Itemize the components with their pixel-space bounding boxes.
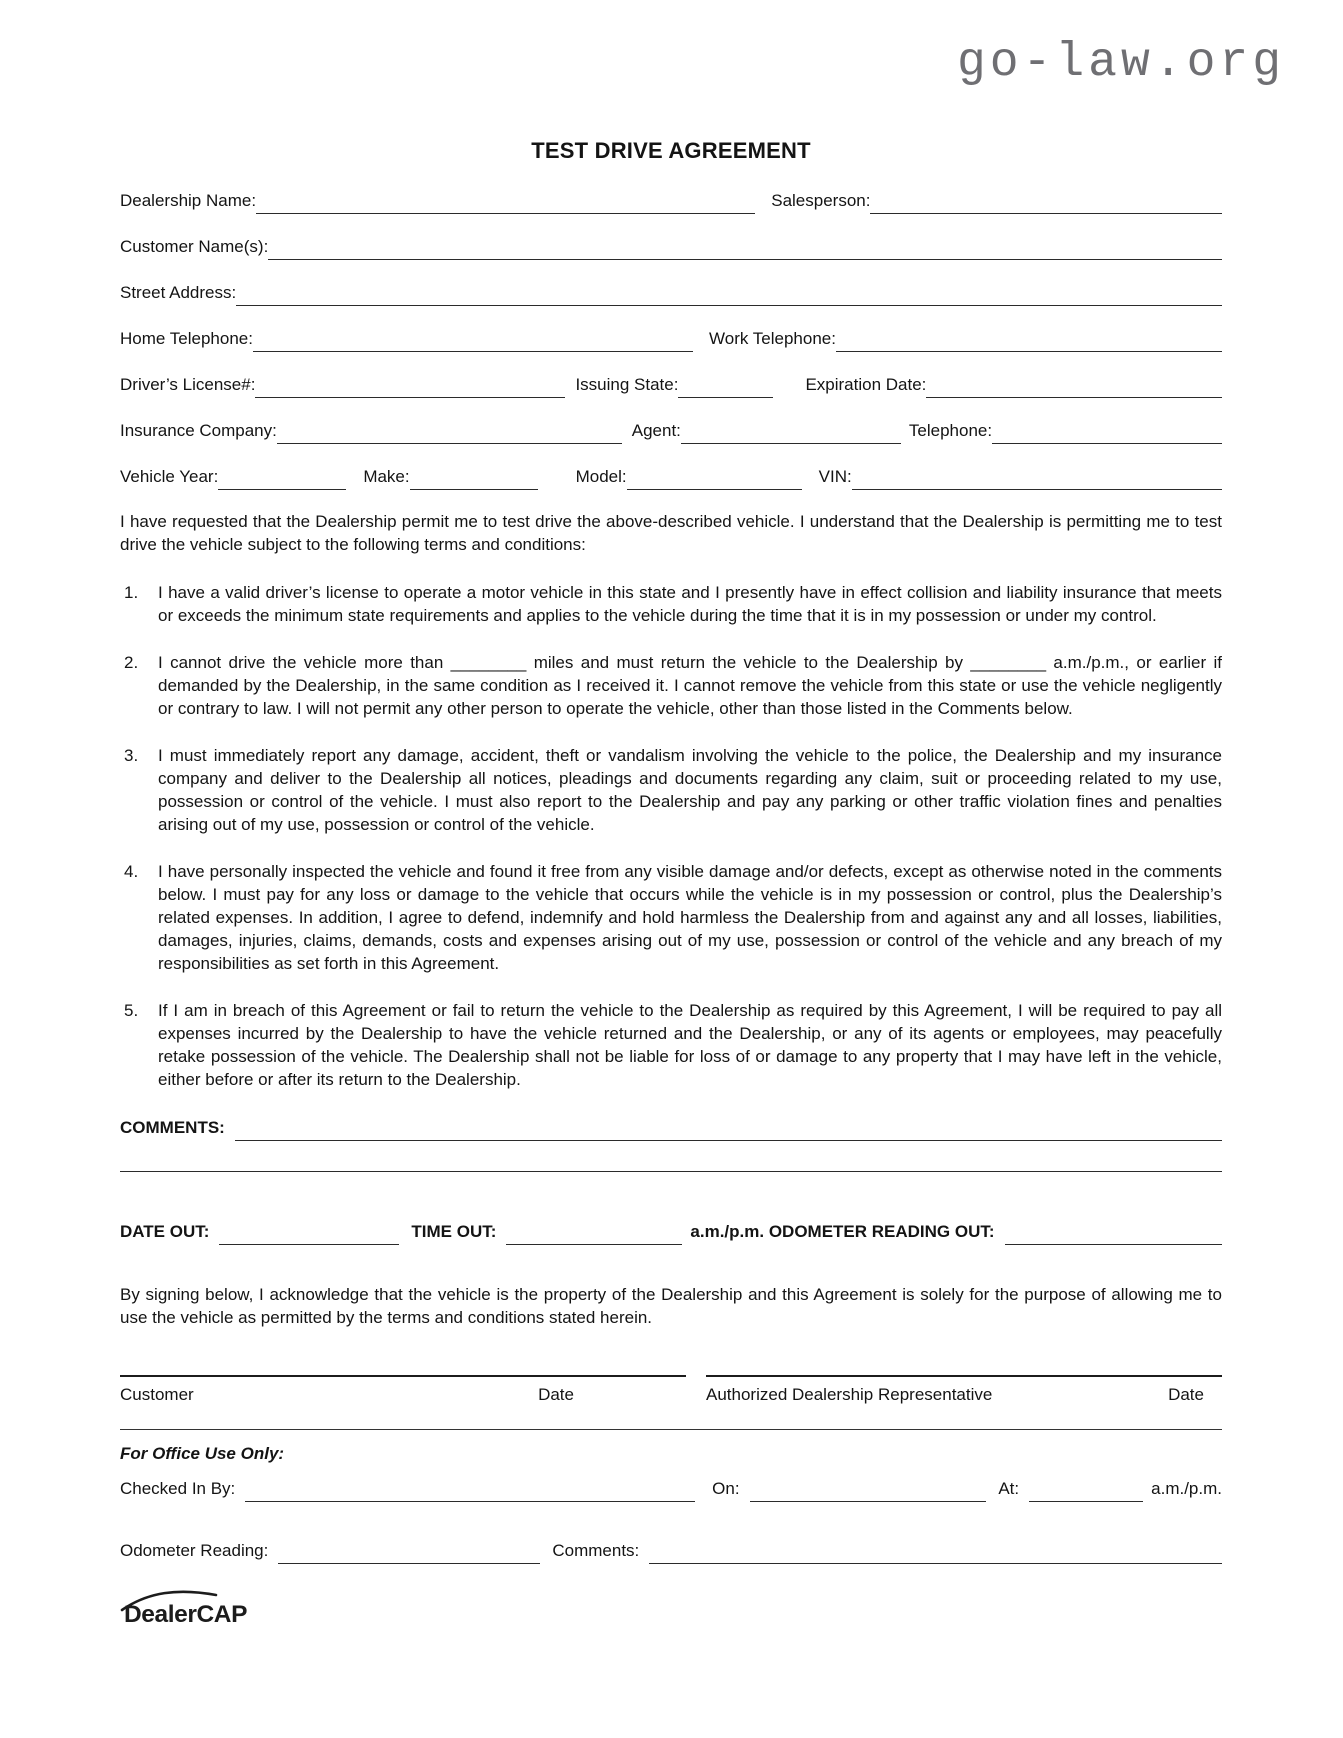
term-item-2 <box>120 651 1222 720</box>
dealership-name-field[interactable] <box>256 189 755 214</box>
vehicle-year-field[interactable] <box>218 465 346 490</box>
term-item-3 <box>120 744 1222 836</box>
make-field[interactable] <box>410 465 538 490</box>
representative-signature-column <box>706 1375 1222 1406</box>
expiration-date-label: Expiration Date: <box>805 375 927 394</box>
golaw-site-logo: go-law.org <box>956 36 1285 90</box>
term-number: 2. <box>124 653 139 672</box>
term-number: 5. <box>124 1001 139 1020</box>
applicant-info-section <box>120 188 1222 490</box>
insurance-telephone-label: Telephone: <box>908 421 993 440</box>
customer-date-label: Date <box>538 1385 574 1404</box>
agent-field[interactable] <box>681 419 901 444</box>
representative-signature-line[interactable] <box>706 1375 1222 1377</box>
representative-date-label: Date <box>1168 1385 1204 1404</box>
dealercap-logo-text: DealerCAP <box>124 1601 248 1628</box>
customer-signature-line[interactable] <box>120 1375 686 1377</box>
comments-field-line-1[interactable] <box>235 1116 1222 1141</box>
checked-in-by-label: Checked In By: <box>120 1479 236 1498</box>
term-number: 4. <box>124 862 139 881</box>
form-row-vehicle <box>120 464 1222 490</box>
check-in-on-field[interactable] <box>750 1477 987 1502</box>
work-telephone-label: Work Telephone: <box>709 329 836 348</box>
customer-names-field[interactable] <box>268 235 1222 260</box>
home-telephone-field[interactable] <box>253 327 693 352</box>
time-out-label: TIME OUT: <box>411 1222 497 1241</box>
street-address-label: Street Address: <box>120 283 237 302</box>
term-number: 1. <box>124 583 139 602</box>
odometer-reading-field[interactable] <box>278 1539 540 1564</box>
term-text: I cannot drive the vehicle more than ________ miles and must return the vehicle to the Dealership by ________ a.m./p.m., or earlier if demanded by the Dealership, in the same condition as I received it. I cannot remove the vehicle from this state or use the vehicle negligently or contrary to law. I will not permit any other person to operate the vehicle, other than those listed in the Comments below. <box>158 653 1222 718</box>
customer-signature-label: Customer <box>120 1385 194 1404</box>
home-telephone-label: Home Telephone: <box>120 329 253 348</box>
term-item-1 <box>120 581 1222 627</box>
work-telephone-field[interactable] <box>836 327 1222 352</box>
insurance-telephone-field[interactable] <box>992 419 1222 444</box>
office-use-heading: For Office Use Only: <box>120 1444 285 1463</box>
intro-paragraph: I have requested that the Dealership permit me to test drive the above-described vehicle. I understand that the Dealership is permitting me to test drive the vehicle subject to the following terms and conditions: <box>120 512 1222 554</box>
form-row-customer <box>120 234 1222 260</box>
comments-label: COMMENTS: <box>120 1118 225 1137</box>
model-field[interactable] <box>627 465 802 490</box>
salesperson-label: Salesperson: <box>771 191 871 210</box>
odometer-reading-label: Odometer Reading: <box>120 1541 269 1560</box>
check-in-at-label: At: <box>998 1479 1020 1498</box>
dealership-name-label: Dealership Name: <box>120 191 257 210</box>
representative-signature-label: Authorized Dealership Representative <box>706 1385 993 1404</box>
checkout-row <box>120 1219 1222 1245</box>
check-in-row <box>120 1476 1222 1502</box>
vin-field[interactable] <box>852 465 1222 490</box>
comments-field-line-2[interactable] <box>120 1171 1222 1172</box>
signing-statement: By signing below, I acknowledge that the vehicle is the property of the Dealership and this Agreement is solely for the purpose of allowing me to use the vehicle as permitted by the terms and conditions stated herein. <box>120 1285 1222 1327</box>
form-row-telephones <box>120 326 1222 352</box>
check-in-odometer-row <box>120 1538 1222 1564</box>
form-row-street <box>120 280 1222 306</box>
dealercap-logo <box>120 1584 1222 1632</box>
expiration-date-field[interactable] <box>926 373 1222 398</box>
odometer-reading-out-field[interactable] <box>1005 1220 1222 1245</box>
term-item-4 <box>120 860 1222 975</box>
time-out-field[interactable] <box>506 1220 682 1245</box>
model-label: Model: <box>575 467 627 486</box>
office-comments-label: Comments: <box>552 1541 640 1560</box>
vehicle-year-label: Vehicle Year: <box>120 467 219 486</box>
document-title: TEST DRIVE AGREEMENT <box>531 138 811 163</box>
make-label: Make: <box>363 467 410 486</box>
date-out-field[interactable] <box>219 1220 399 1245</box>
customer-signature-column <box>120 1375 686 1406</box>
street-address-field[interactable] <box>236 281 1222 306</box>
insurance-company-label: Insurance Company: <box>120 421 277 440</box>
drivers-license-label: Driver’s License#: <box>120 375 256 394</box>
insurance-company-field[interactable] <box>277 419 622 444</box>
checked-in-by-field[interactable] <box>245 1477 695 1502</box>
term-text: I have a valid driver’s license to operate a motor vehicle in this state and I presently have in effect collision and liability insurance that meets or exceeds the minimum state requirements and applies to the vehicle during the time that it is in my possession or under my control. <box>158 583 1222 625</box>
signature-section <box>120 1375 1222 1406</box>
form-row-dealership <box>120 188 1222 214</box>
form-row-insurance <box>120 418 1222 444</box>
form-row-license <box>120 372 1222 398</box>
term-text: I have personally inspected the vehicle and found it free from any visible damage and/or defects, except as otherwise noted in the comments below. I must pay for any loss or damage to the vehicle that occurs while the vehicle is in my possession or control, plus the Dealership’s related expenses. In addition, I agree to defend, indemnify and hold harmless the Dealership from and against any and all losses, liabilities, damages, injuries, claims, demands, costs and expenses arising out of my use, possession or control of the vehicle and any breach of my responsibilities as set forth in this Agreement. <box>158 862 1222 973</box>
term-text: I must immediately report any damage, accident, theft or vandalism involving the vehicle to the police, the Dealership and my insurance company and deliver to the Dealership all notices, pleadings and documents regarding any claim, suit or proceeding related to my use, possession or control of the vehicle. I must also report to the Dealership and pay any parking or other traffic violation fines and penalties arising out of my use, possession or control of the vehicle. <box>158 746 1222 834</box>
term-text: If I am in breach of this Agreement or fail to return the vehicle to the Dealership as required by this Agreement, I will be required to pay all expenses incurred by the Dealership to have the vehicle returned and the Dealership, or any of its agents or employees, may peacefully retake possession of the vehicle. The Dealership shall not be liable for loss of or damage to any property that I may have left in the vehicle, either before or after its return to the Dealership. <box>158 1001 1222 1089</box>
agent-label: Agent: <box>631 421 681 440</box>
vin-label: VIN: <box>818 467 852 486</box>
date-out-label: DATE OUT: <box>120 1222 210 1241</box>
issuing-state-field[interactable] <box>678 373 773 398</box>
term-item-5 <box>120 999 1222 1091</box>
check-in-at-field[interactable] <box>1029 1477 1143 1502</box>
office-comments-field[interactable] <box>649 1539 1222 1564</box>
check-in-on-label: On: <box>712 1479 740 1498</box>
drivers-license-field[interactable] <box>255 373 565 398</box>
terms-list <box>120 581 1222 1091</box>
office-section-divider <box>120 1429 1222 1430</box>
salesperson-field[interactable] <box>870 189 1222 214</box>
term-number: 3. <box>124 746 139 765</box>
comments-row <box>120 1115 1222 1141</box>
issuing-state-label: Issuing State: <box>575 375 679 394</box>
check-in-ampm-label: a.m./p.m. <box>1151 1479 1222 1498</box>
customer-names-label: Customer Name(s): <box>120 237 269 256</box>
ampm-odometer-out-label: a.m./p.m. ODOMETER READING OUT: <box>690 1222 995 1241</box>
